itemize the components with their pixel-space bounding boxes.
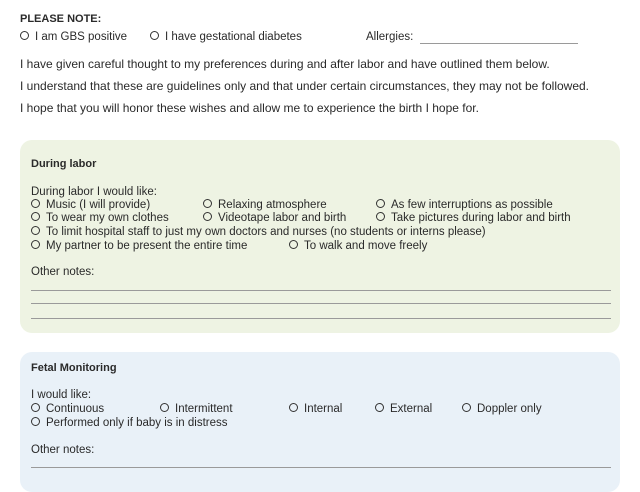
radio-circle-icon[interactable]: [20, 31, 29, 40]
option-external-label: External: [390, 403, 433, 415]
option-continuous-label: Continuous: [46, 403, 105, 415]
option-pictures[interactable]: [376, 212, 571, 224]
gbs-positive-option[interactable]: [20, 31, 127, 43]
radio-circle-icon[interactable]: [31, 240, 40, 249]
option-own-clothes-label: To wear my own clothes: [46, 212, 169, 224]
option-walk-freely[interactable]: [289, 240, 427, 252]
allergies-label: Allergies:: [366, 31, 414, 43]
option-partner-present-label: My partner to be present the entire time: [46, 240, 248, 252]
option-music[interactable]: [31, 199, 150, 211]
radio-circle-icon[interactable]: [160, 403, 169, 412]
option-few-interruptions-label: As few interruptions as possible: [391, 199, 553, 211]
option-walk-freely-label: To walk and move freely: [304, 240, 428, 252]
option-internal[interactable]: [289, 403, 342, 415]
gestational-diabetes-label: I have gestational diabetes: [165, 31, 302, 43]
option-videotape-label: Videotape labor and birth: [218, 212, 347, 224]
option-videotape[interactable]: [203, 212, 346, 224]
option-limit-staff[interactable]: [31, 226, 486, 238]
radio-circle-icon[interactable]: [376, 212, 385, 221]
option-few-interruptions[interactable]: [376, 199, 553, 211]
radio-circle-icon[interactable]: [376, 199, 385, 208]
option-pictures-label: Take pictures during labor and birth: [391, 212, 571, 224]
intro-paragraph-3: I hope that you will honor these wishes and allow me to experience the birth I hope for.: [20, 101, 479, 115]
option-intermittent[interactable]: [160, 403, 233, 415]
fetal-other-notes-label: Other notes:: [31, 444, 95, 456]
option-limit-staff-label: To limit hospital staff to just my own doctors and nurses (no students or interns please): [46, 226, 486, 238]
intro-paragraph-1: I have given careful thought to my preferences during and after labor and have outlined them below.: [20, 57, 550, 71]
option-doppler[interactable]: [462, 403, 542, 415]
during-labor-title: During labor: [31, 158, 97, 170]
radio-circle-icon[interactable]: [203, 199, 212, 208]
radio-circle-icon[interactable]: [31, 226, 40, 235]
fetal-notes-line-1[interactable]: [31, 467, 611, 468]
option-external[interactable]: [375, 403, 432, 415]
radio-circle-icon[interactable]: [289, 240, 298, 249]
labor-notes-line-3[interactable]: [31, 318, 611, 319]
gestational-diabetes-option[interactable]: [150, 31, 302, 43]
intro-paragraph-2: I understand that these are guidelines only and that under certain circumstances, they may not be followed.: [20, 79, 590, 93]
option-music-label: Music (I will provide): [46, 199, 151, 211]
option-own-clothes[interactable]: [31, 212, 169, 224]
option-relaxing-atmosphere[interactable]: [203, 199, 327, 211]
please-note-heading: PLEASE NOTE:: [20, 13, 102, 25]
labor-other-notes-label: Other notes:: [31, 266, 95, 278]
option-doppler-label: Doppler only: [477, 403, 542, 415]
radio-circle-icon[interactable]: [31, 199, 40, 208]
radio-circle-icon[interactable]: [375, 403, 384, 412]
option-distress-only[interactable]: [31, 417, 228, 429]
radio-circle-icon[interactable]: [150, 31, 159, 40]
option-internal-label: Internal: [304, 403, 343, 415]
option-continuous[interactable]: [31, 403, 104, 415]
labor-notes-line-2[interactable]: [31, 303, 611, 304]
labor-notes-line-1[interactable]: [31, 290, 611, 291]
gbs-positive-label: I am GBS positive: [35, 31, 128, 43]
option-partner-present[interactable]: [31, 240, 247, 252]
option-intermittent-label: Intermittent: [175, 403, 233, 415]
radio-circle-icon[interactable]: [289, 403, 298, 412]
allergies-input-line[interactable]: [420, 43, 578, 44]
fetal-monitoring-prompt: I would like:: [31, 389, 92, 401]
radio-circle-icon[interactable]: [31, 403, 40, 412]
radio-circle-icon[interactable]: [462, 403, 471, 412]
option-relaxing-atmosphere-label: Relaxing atmosphere: [218, 199, 327, 211]
radio-circle-icon[interactable]: [31, 417, 40, 426]
radio-circle-icon[interactable]: [203, 212, 212, 221]
during-labor-prompt: During labor I would like:: [31, 186, 157, 198]
radio-circle-icon[interactable]: [31, 212, 40, 221]
option-distress-only-label: Performed only if baby is in distress: [46, 417, 228, 429]
fetal-monitoring-title: Fetal Monitoring: [31, 362, 117, 374]
